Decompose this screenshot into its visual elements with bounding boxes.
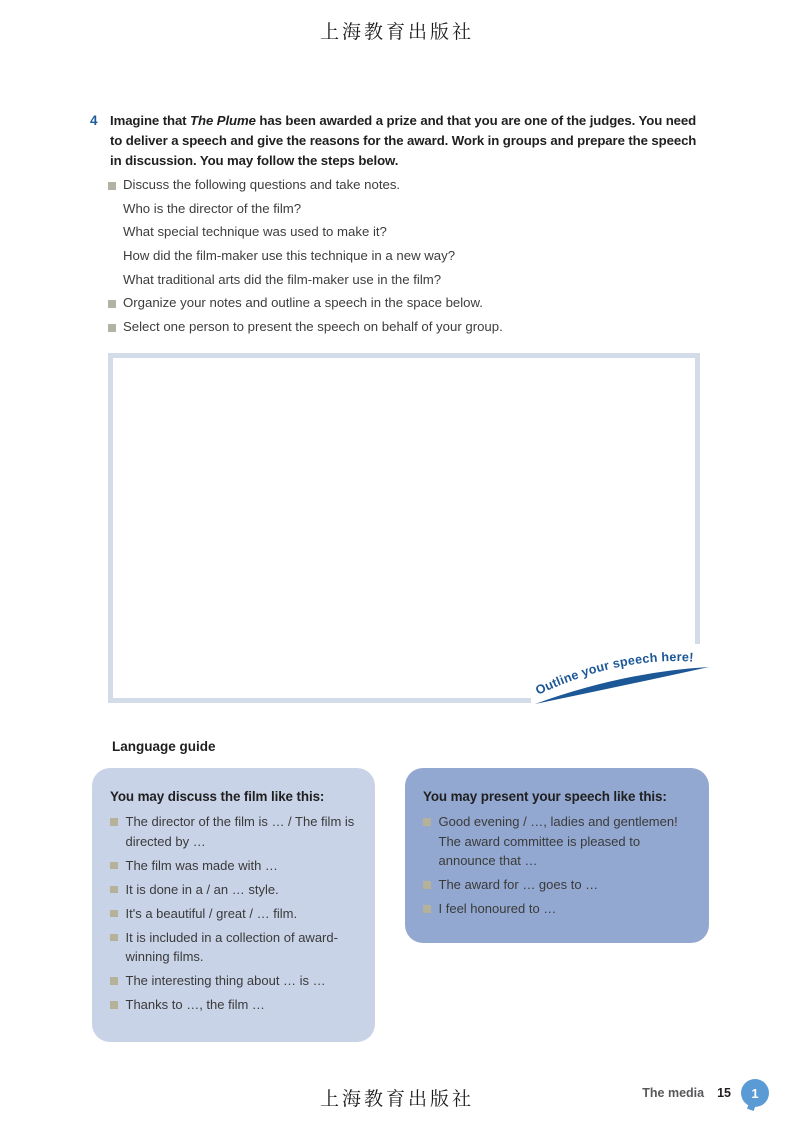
exercise-prompt-text xyxy=(110,111,708,171)
film-title: The Plume xyxy=(190,113,256,128)
square-bullet-icon xyxy=(423,818,431,826)
footer-unit-title: The media xyxy=(642,1086,705,1100)
square-bullet-icon xyxy=(110,818,118,826)
step-item xyxy=(108,295,708,319)
guide-item-text: It is done in a / an … style. xyxy=(125,881,279,897)
guide-item xyxy=(110,812,357,851)
guide-item-text: Good evening / …, ladies and gentlemen! The award committee is pleased to announce that … xyxy=(438,814,678,868)
language-guide-title: Language guide xyxy=(112,739,216,754)
square-bullet-icon xyxy=(110,977,118,985)
question-text: What special technique was used to make it? xyxy=(123,224,387,240)
footer-page-number: 15 xyxy=(717,1086,731,1100)
square-bullet-icon xyxy=(423,881,431,889)
square-bullet-icon xyxy=(110,862,118,870)
square-bullet-icon xyxy=(110,1001,118,1009)
discussion-question xyxy=(108,248,708,272)
guide-item-text: The film was made with … xyxy=(125,857,278,873)
exercise-steps-list xyxy=(108,177,708,343)
guide-item xyxy=(110,880,357,900)
footer-publisher: 上海教育出版社 xyxy=(319,1089,474,1110)
header-publisher: 上海教育出版社 xyxy=(319,22,474,43)
square-bullet-icon xyxy=(108,324,116,332)
guide-item xyxy=(110,995,357,1015)
language-guide-discuss-panel xyxy=(92,768,375,1042)
discuss-panel-heading: You may discuss the film like this: xyxy=(110,789,325,804)
question-text: Who is the director of the film? xyxy=(123,200,302,216)
guide-item-text: It's a beautiful / great / … film. xyxy=(125,905,298,921)
guide-item xyxy=(423,875,691,895)
discussion-question xyxy=(108,224,708,248)
guide-item-text: Thanks to …, the film … xyxy=(125,997,265,1012)
exercise-4-prompt xyxy=(90,111,708,171)
question-text: What traditional arts did the film-maker use in the film? xyxy=(123,271,442,287)
guide-item-text: I feel honoured to … xyxy=(438,901,557,916)
present-panel-list xyxy=(423,812,691,919)
square-bullet-icon xyxy=(110,934,118,942)
speech-note-svg xyxy=(531,644,718,708)
guide-item xyxy=(423,812,691,871)
square-bullet-icon xyxy=(108,182,116,190)
guide-item xyxy=(110,856,357,876)
guide-item-text: The award for … goes to … xyxy=(438,877,599,892)
guide-item-text: It is included in a collection of award-winning films. xyxy=(125,929,338,964)
step-text: Discuss the following questions and take notes. xyxy=(123,177,401,192)
unit-number-badge xyxy=(741,1079,769,1107)
question-text: How did the film-maker use this technique in a new way? xyxy=(123,248,456,264)
guide-item xyxy=(423,899,691,919)
prompt-rest: has been awarded a prize and that you are one of the judges. You need to deliver a speech and give the reasons for the award. Work in groups and prepare the speech in discussion. You may follow the steps below. xyxy=(110,113,697,168)
step-text: Select one person to present the speech on behalf of your group. xyxy=(123,319,503,335)
discussion-question xyxy=(108,272,708,296)
guide-item-text: The director of the film is … / The film is directed by … xyxy=(125,814,355,849)
step-item xyxy=(108,319,708,343)
guide-item xyxy=(110,904,357,924)
square-bullet-icon xyxy=(423,905,431,913)
guide-item xyxy=(110,928,357,967)
guide-item-text: The interesting thing about … is … xyxy=(125,973,326,988)
outline-note-graphic xyxy=(531,644,718,708)
footer-right-block xyxy=(642,1078,769,1108)
language-guide-present-panel xyxy=(405,768,709,943)
step-text: Organize your notes and outline a speech in the space below. xyxy=(123,295,483,311)
exercise-number: 4 xyxy=(90,113,98,128)
square-bullet-icon xyxy=(108,300,116,308)
discussion-question xyxy=(108,201,708,225)
prompt-lead: Imagine that xyxy=(110,113,191,128)
square-bullet-icon xyxy=(110,886,118,894)
discuss-panel-list xyxy=(110,812,357,1015)
present-panel-heading: You may present your speech like this: xyxy=(423,789,667,804)
unit-number: 1 xyxy=(751,1085,759,1101)
square-bullet-icon xyxy=(110,910,118,918)
guide-item xyxy=(110,971,357,991)
outline-note-text: Outline your speech here! xyxy=(533,650,695,698)
step-item xyxy=(108,177,708,201)
